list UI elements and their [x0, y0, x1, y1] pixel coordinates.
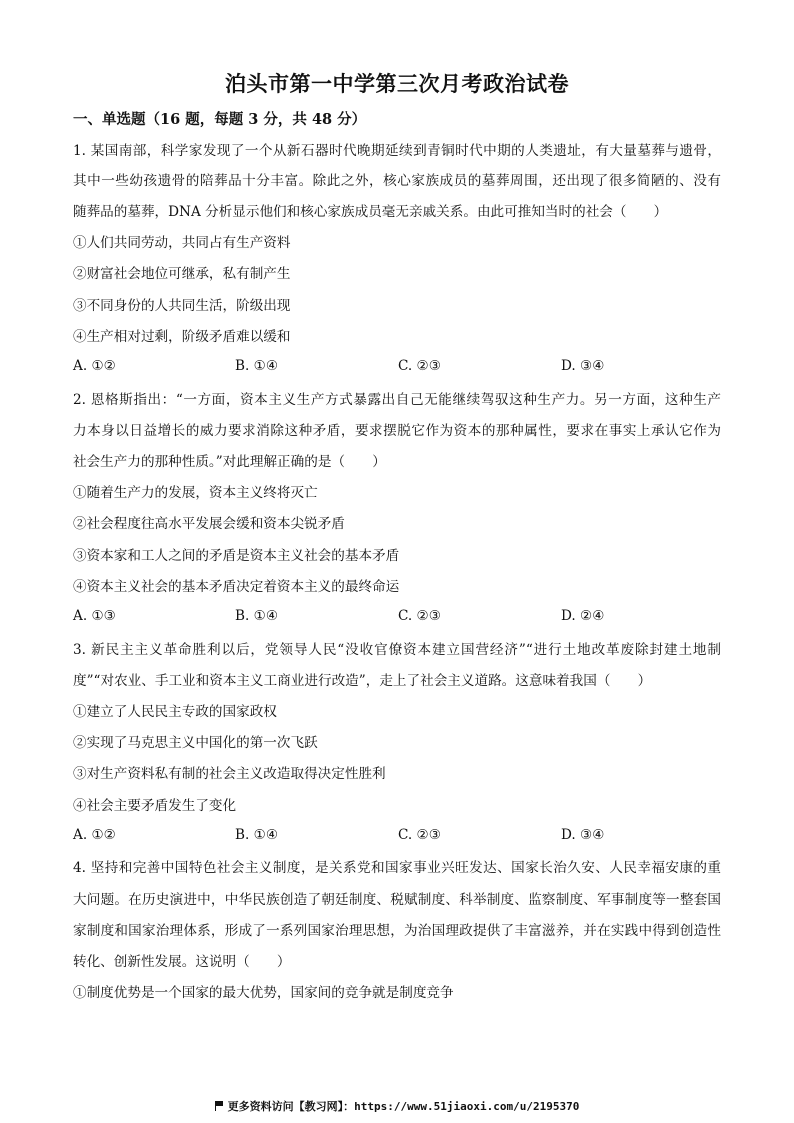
- q2-item-4: ④资本主义社会的基本矛盾决定着资本主义的最终命运: [73, 579, 400, 595]
- q1-option-c: C. ②③: [398, 358, 441, 374]
- q4-stem-line-2: 大问题。在历史演进中，中华民族创造了朝廷制度、税赋制度、科举制度、监察制度、军事制度等一整套国: [73, 892, 721, 908]
- q1-options: [73, 358, 723, 378]
- q3-item-3: ③对生产资料私有制的社会主义改造取得决定性胜利: [73, 766, 386, 782]
- q2-stem-line-3: 社会生产力的那种性质。”对此理解正确的是（ ）: [73, 454, 386, 470]
- q4-stem-line-4: 转化、创新性发展。这说明（ ）: [73, 954, 291, 970]
- q2-item-2: ②社会程度往高水平发展会缓和资本尖锐矛盾: [73, 516, 345, 532]
- q2-stem-line-2: 力本身以日益增长的威力要求消除这种矛盾，要求摆脱它作为资本的那种属性，要求在事实上承认它作为: [73, 423, 721, 439]
- q3-item-4: ④社会主要矛盾发生了变化: [73, 798, 237, 814]
- q3-option-d: D. ③④: [561, 827, 605, 843]
- q3-item-1: ①建立了人民民主专政的国家政权: [73, 704, 277, 720]
- q4-stem-line-3: 家制度和国家治理体系，形成了一系列国家治理思想，为治国理政提供了丰富滋养，并在实践中得到创造性: [73, 923, 721, 939]
- q2-option-a: A. ①③: [73, 608, 116, 624]
- q3-stem-line-2: 度”“对农业、手工业和资本主义工商业进行改造”，走上了社会主义道路。这意味着我国（ ）: [73, 673, 652, 689]
- q2-item-1: ①随着生产力的发展，资本主义终将灭亡: [73, 485, 318, 501]
- q3-options: [73, 827, 723, 847]
- q1-stem-line-3: 随葬品的墓葬，DNA 分析显示他们和核心家族成员毫无亲戚关系。由此可推知当时的社会（ ）: [73, 204, 668, 220]
- q4-item-1: ①制度优势是一个国家的最大优势，国家间的竞争就是制度竞争: [73, 985, 454, 1001]
- q3-option-c: C. ②③: [398, 827, 441, 843]
- q2-stem-line-1: 2. 恩格斯指出：“一方面，资本主义生产方式暴露出自己无能继续驾驭这种生产力。另一方面，这种生产: [73, 392, 721, 408]
- q3-option-a: A. ①②: [73, 827, 116, 843]
- q1-option-d: D. ③④: [561, 358, 605, 374]
- page-title: 泊头市第一中学第三次月考政治试卷: [225, 71, 569, 96]
- q2-option-b: B. ①④: [235, 608, 279, 624]
- q2-option-c: C. ②③: [398, 608, 441, 624]
- q1-item-4: ④生产相对过剩，阶级矛盾难以缓和: [73, 329, 291, 345]
- q1-stem-line-1: 1. 某国南部，科学家发现了一个从新石器时代晚期延续到青铜时代中期的人类遗址，有大量墓葬与遗骨，: [73, 143, 721, 159]
- section-heading: 一、单选题（16 题，每题 3 分，共 48 分）: [73, 111, 367, 128]
- q1-item-1: ①人们共同劳动，共同占有生产资料: [73, 235, 291, 251]
- footer-text: 更多资料访问【教习网】：https://www.51jiaoxi.com/u/2195370: [227, 1100, 580, 1113]
- q2-options: [73, 608, 723, 628]
- q2-option-d: D. ②④: [561, 608, 605, 624]
- q2-item-3: ③资本家和工人之间的矛盾是资本主义社会的基本矛盾: [73, 548, 400, 564]
- footer-link[interactable]: [0, 1098, 794, 1114]
- q3-stem-line-1: 3. 新民主主义革命胜利以后，党领导人民“没收官僚资本建立国营经济”“进行土地改革废除封建土地制: [73, 642, 721, 658]
- flag-icon: [215, 1101, 224, 1111]
- q4-stem-line-1: 4. 坚持和完善中国特色社会主义制度，是关系党和国家事业兴旺发达、国家长治久安、人民幸福安康的重: [73, 860, 721, 876]
- q1-option-b: B. ①④: [235, 358, 279, 374]
- q1-stem-line-2: 其中一些幼孩遗骨的陪葬品十分丰富。除此之外，核心家族成员的墓葬周围，还出现了很多简陋的、没有: [73, 173, 721, 189]
- q3-item-2: ②实现了马克思主义中国化的第一次飞跃: [73, 735, 318, 751]
- q1-item-3: ③不同身份的人共同生活，阶级出现: [73, 298, 291, 314]
- q1-option-a: A. ①②: [73, 358, 116, 374]
- q3-option-b: B. ①④: [235, 827, 279, 843]
- q1-item-2: ②财富社会地位可继承，私有制产生: [73, 266, 291, 282]
